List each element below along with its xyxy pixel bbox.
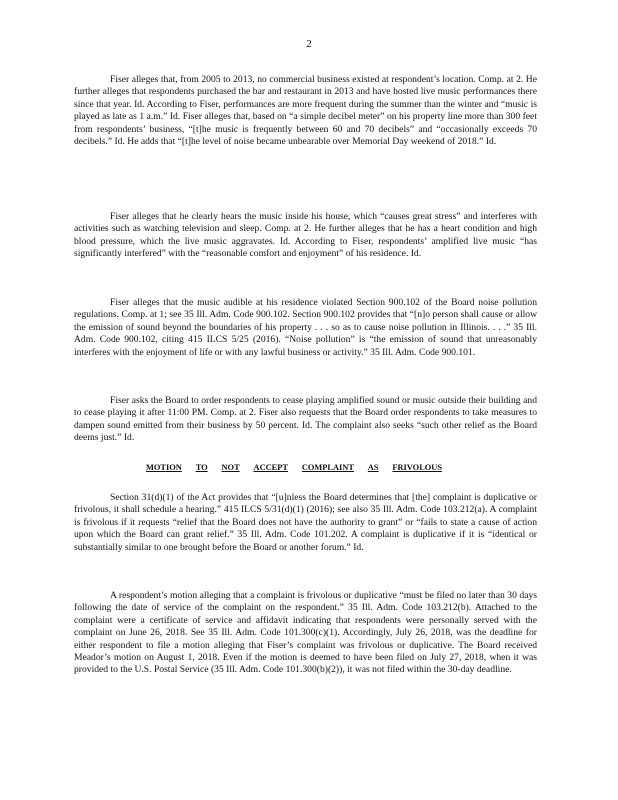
section-heading bbox=[146, 463, 442, 472]
paragraph-interference: Fiser alleges that he clearly hears the music inside his house, which “causes great stress” and interferes with activities such as watching television and sleep. Comp. at 2. He further alleges that he has a heart condition and high blood pressure, which the live music aggravates. Id. According to Fiser, respondents’ amplified live music “has significantly interfered” with the “reasonable comfort and enjoyment” of his residence. Id. bbox=[74, 211, 537, 260]
heading-word: ACCEPT bbox=[253, 463, 288, 472]
heading-word: FRIVOLOUS bbox=[392, 463, 442, 472]
heading-word: COMPLAINT bbox=[301, 463, 354, 472]
paragraph-violation: Fiser alleges that the music audible at his residence violated Section 900.102 of the Board noise pollution regulations. Comp. at 1; see 35 Ill. Adm. Code 900.102. Section 900.102 provides that “[n]o person shall cause or allow the emission of sound beyond the boundaries of his property . . . so as to cause noise pollution in Illinois. . . .” 35 Ill. Adm. Code 900.102, citing 415 ILCS 5/25 (2016). “Noise pollution” is “the emission of sound that unreasonably interferes with the enjoyment of life or with any lawful business or activity.” 35 Ill. Adm. Code 900.101. bbox=[74, 297, 537, 358]
paragraph-motion-timing: A respondent’s motion alleging that a complaint is frivolous or duplicative “must be filed no later than 30 days following the date of service of the complaint on the respondent.” 35 Ill. Adm. Code 103.212(b). Attached to the complaint were a certificate of service and affidavit indicating that respondents were personally served with the complaint on June 26, 2018. See 35 Ill. Adm. Code 101.300(c)(1). Accordingly, July 26, 2018, was the deadline for either respondent to file a motion alleging that Fiser’s complaint was frivolous or duplicative. The Board received Meador’s motion on August 1, 2018. Even if the motion is deemed to have been filed on July 27, 2018, when it was provided to the U.S. Postal Service (35 Ill. Adm. Code 101.300(b)(2)), it was not filed within the 30-day deadline. bbox=[74, 590, 537, 676]
paragraph-relief: Fiser asks the Board to order respondents to cease playing amplified sound or music outside their building and to cease playing it after 11:00 PM. Comp. at 2. Fiser also requests that the Board order respondents to take measures to dampen sound emitted from their business by 50 percent. Id. The complaint also seeks “such other relief as the Board deems just.” Id. bbox=[74, 395, 537, 444]
heading-word: NOT bbox=[221, 463, 240, 472]
heading-word: MOTION bbox=[146, 463, 182, 472]
paragraph-section-31: Section 31(d)(1) of the Act provides that “[u]nless the Board determines that [the] complaint is duplicative or frivolous, it shall schedule a hearing.” 415 ILCS 5/31(d)(1) (2016); see also 35 Ill. Adm. Code 103.212(a). A complaint is frivolous if it requests “relief that the Board does not have the authority to grant” or “fails to state a cause of action upon which the Board can grant relief.” 35 Ill. Adm. Code 101.202. A complaint is duplicative if it is “identical or substantially similar to one brought before the Board or another forum.” Id. bbox=[74, 492, 537, 553]
heading-word: TO bbox=[195, 463, 208, 472]
heading-word: AS bbox=[367, 463, 379, 472]
paragraph-allegations: Fiser alleges that, from 2005 to 2013, no commercial business existed at respondent’s location. Comp. at 2. He further alleges that respondents purchased the bar and restaurant in 2013 and have hosted live music performances there since that year. Id. According to Fiser, performances are more frequent during the summer than the winter and “music is played as late as 1 a.m.” Id. Fiser alleges that, based on “a simple decibel meter” on his property line more than 300 feet from respondents’ business, “[t]he music is frequently between 60 and 70 decibels” and “occasionally exceeds 70 decibels.” Id. He adds that “[t]he level of noise became unbearable over Memorial Day weekend of 2018.” Id. bbox=[74, 74, 537, 148]
page-number: 2 bbox=[306, 38, 312, 50]
